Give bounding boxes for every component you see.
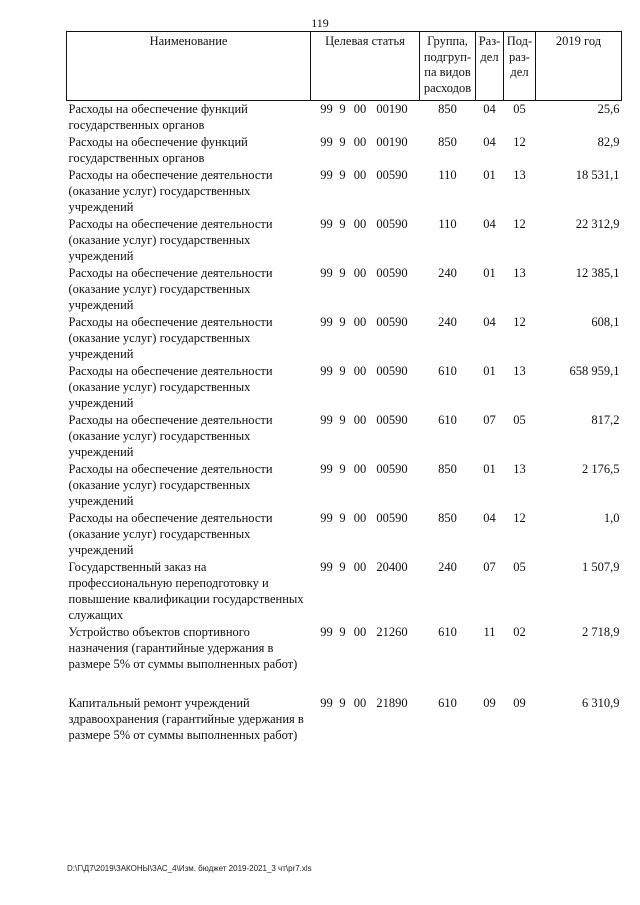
header-subsection-line: раз-: [509, 49, 530, 64]
header-section-line: дел: [480, 49, 499, 64]
target-part-1: 99: [320, 696, 333, 710]
row-target-code: [311, 510, 420, 559]
target-part-2: 9: [339, 315, 346, 329]
row-group: 240: [438, 560, 457, 574]
target-part-2: 9: [339, 102, 346, 116]
row-section: 09: [483, 696, 496, 710]
row-section: 01: [483, 168, 496, 182]
row-group: 610: [438, 696, 457, 710]
target-part-4: 00590: [376, 511, 408, 525]
target-part-4: 00590: [376, 315, 408, 329]
target-part-2: 9: [339, 560, 346, 574]
row-subsection: 02: [513, 625, 526, 639]
target-part-4: 21890: [376, 696, 408, 710]
row-group: 110: [438, 168, 457, 182]
header-subsection: [504, 32, 536, 101]
row-amount: 82,9: [597, 135, 620, 149]
row-group: 850: [438, 462, 457, 476]
table-row: [67, 134, 622, 167]
target-part-3: 00: [353, 625, 367, 639]
row-name: Расходы на обеспечение деятельности (оказание услуг) государственных учреждений: [68, 168, 273, 214]
row-group: 240: [438, 266, 457, 280]
target-part-2: 9: [339, 168, 346, 182]
table-row: [67, 510, 622, 559]
spacer-row: [67, 673, 622, 695]
target-part-3: 00: [353, 364, 367, 378]
target-part-3: 00: [353, 266, 367, 280]
row-subsection: 12: [513, 217, 526, 231]
row-group: 610: [438, 625, 457, 639]
target-part-3: 00: [353, 560, 367, 574]
target-part-2: 9: [339, 266, 346, 280]
row-group: 240: [438, 315, 457, 329]
row-group: 610: [438, 364, 457, 378]
target-part-3: 00: [353, 135, 367, 149]
target-part-3: 00: [353, 462, 367, 476]
row-section: 01: [483, 266, 496, 280]
row-name: Расходы на обеспечение функций государственных органов: [68, 135, 248, 165]
target-part-1: 99: [320, 217, 333, 231]
target-part-2: 9: [339, 696, 346, 710]
row-name: Расходы на обеспечение деятельности (оказание услуг) государственных учреждений: [68, 413, 273, 459]
row-amount: 6 310,9: [582, 696, 620, 710]
row-target-code: [311, 167, 420, 216]
target-part-1: 99: [320, 625, 333, 639]
target-part-2: 9: [339, 217, 346, 231]
row-amount: 22 312,9: [575, 217, 620, 231]
row-subsection: 12: [513, 315, 526, 329]
row-subsection: 05: [513, 560, 526, 574]
target-part-2: 9: [339, 413, 346, 427]
target-part-2: 9: [339, 462, 346, 476]
row-section: 04: [483, 315, 496, 329]
table-row: [67, 412, 622, 461]
row-name: Государственный заказ на профессиональную переподготовку и повышение квалификации государственных служащих: [68, 560, 304, 622]
row-section: 04: [483, 135, 496, 149]
target-part-4: 00590: [376, 217, 408, 231]
row-subsection: 12: [513, 135, 526, 149]
budget-table: [66, 31, 622, 744]
target-part-4: 00590: [376, 413, 408, 427]
page-number: 119: [311, 16, 329, 30]
row-amount: 25,6: [597, 102, 620, 116]
row-name: Расходы на обеспечение деятельности (оказание услуг) государственных учреждений: [68, 364, 273, 410]
target-part-3: 00: [353, 102, 367, 116]
target-part-3: 00: [353, 217, 367, 231]
row-subsection: 13: [513, 462, 526, 476]
row-group: 850: [438, 135, 457, 149]
row-subsection: 13: [513, 364, 526, 378]
table-row: [67, 624, 622, 673]
header-section: [476, 32, 504, 101]
target-part-1: 99: [320, 266, 333, 280]
header-target: Целевая статья: [311, 32, 420, 101]
row-amount: 12 385,1: [575, 266, 620, 280]
target-part-2: 9: [339, 511, 346, 525]
target-part-2: 9: [339, 135, 346, 149]
header-section-line: Раз-: [478, 34, 501, 48]
row-subsection: 12: [513, 511, 526, 525]
target-part-4: 20400: [376, 560, 408, 574]
row-section: 01: [483, 364, 496, 378]
row-section: 01: [483, 462, 496, 476]
target-part-3: 00: [353, 315, 367, 329]
target-part-1: 99: [320, 364, 333, 378]
header-name: Наименование: [67, 32, 311, 101]
row-section: 04: [483, 217, 496, 231]
table-row: [67, 314, 622, 363]
row-name: Устройство объектов спортивного назначения (гарантийные удержания в размере 5% от суммы выполненных работ): [68, 625, 298, 671]
row-group: 110: [438, 217, 457, 231]
target-part-3: 00: [353, 696, 367, 710]
table-row: [67, 695, 622, 744]
row-target-code: [311, 412, 420, 461]
header-subsection-line: Под-: [506, 34, 533, 48]
row-target-code: [311, 363, 420, 412]
target-part-1: 99: [320, 315, 333, 329]
file-path-footer: D:\Г\Д7\2019\ЗАКОНЫ\ЗАС_4\Изм. бюджет 2019-2021_3 чт\pr7.xls: [67, 864, 312, 873]
header-group-line: па видов: [424, 65, 471, 79]
row-amount: 658 959,1: [569, 364, 620, 378]
target-part-1: 99: [320, 413, 333, 427]
header-group-line: подгруп-: [423, 49, 472, 64]
target-part-4: 00590: [376, 168, 408, 182]
row-subsection: 05: [513, 413, 526, 427]
row-name: Расходы на обеспечение деятельности (оказание услуг) государственных учреждений: [68, 266, 273, 312]
row-amount: 18 531,1: [575, 168, 620, 182]
row-amount: 2 176,5: [582, 462, 620, 476]
target-part-3: 00: [353, 168, 367, 182]
row-target-code: [311, 216, 420, 265]
row-section: 04: [483, 511, 496, 525]
table-row: [67, 363, 622, 412]
target-part-4: 00590: [376, 462, 408, 476]
row-name: Расходы на обеспечение деятельности (оказание услуг) государственных учреждений: [68, 511, 273, 557]
row-section: 07: [483, 413, 496, 427]
target-part-3: 00: [353, 413, 367, 427]
header-group: [420, 32, 476, 101]
row-amount: 1 507,9: [582, 560, 620, 574]
target-part-1: 99: [320, 560, 333, 574]
row-amount: 1,0: [603, 511, 620, 525]
row-amount: 817,2: [591, 413, 620, 427]
row-subsection: 13: [513, 266, 526, 280]
row-subsection: 05: [513, 102, 526, 116]
row-target-code: [311, 695, 420, 744]
target-part-2: 9: [339, 364, 346, 378]
row-subsection: 13: [513, 168, 526, 182]
target-part-1: 99: [320, 462, 333, 476]
row-name: Расходы на обеспечение деятельности (оказание услуг) государственных учреждений: [68, 462, 273, 508]
table-row: [67, 167, 622, 216]
target-part-2: 9: [339, 625, 346, 639]
target-part-4: 00590: [376, 266, 408, 280]
row-name: Расходы на обеспечение деятельности (оказание услуг) государственных учреждений: [68, 315, 273, 361]
row-target-code: [311, 101, 420, 135]
row-group: 850: [438, 511, 457, 525]
row-name: Расходы на обеспечение деятельности (оказание услуг) государственных учреждений: [68, 217, 273, 263]
table-header-row: [67, 32, 622, 101]
row-group: 610: [438, 413, 457, 427]
row-target-code: [311, 624, 420, 673]
table-row: [67, 216, 622, 265]
target-part-1: 99: [320, 135, 333, 149]
table-row: [67, 265, 622, 314]
row-target-code: [311, 265, 420, 314]
table-row: [67, 559, 622, 624]
table-row: [67, 101, 622, 135]
row-amount: 2 718,9: [582, 625, 620, 639]
header-group-line: Группа,: [427, 34, 468, 48]
row-section: 07: [483, 560, 496, 574]
row-name: Капитальный ремонт учреждений здравоохранения (гарантийные удержания в размере 5% от суммы выполненных работ): [68, 696, 304, 742]
row-section: 11: [483, 625, 496, 639]
target-part-1: 99: [320, 511, 333, 525]
header-subsection-line: дел: [510, 65, 529, 79]
row-subsection: 09: [513, 696, 526, 710]
row-target-code: [311, 559, 420, 624]
row-group: 850: [438, 102, 457, 116]
header-year: 2019 год: [536, 32, 622, 101]
target-part-1: 99: [320, 168, 333, 182]
target-part-4: 00190: [376, 102, 408, 116]
target-part-1: 99: [320, 102, 333, 116]
header-group-line: расходов: [423, 80, 472, 95]
row-target-code: [311, 461, 420, 510]
row-section: 04: [483, 102, 496, 116]
row-target-code: [311, 314, 420, 363]
target-part-3: 00: [353, 511, 367, 525]
table-row: [67, 461, 622, 510]
row-amount: 608,1: [591, 315, 620, 329]
target-part-4: 21260: [376, 625, 408, 639]
target-part-4: 00190: [376, 135, 408, 149]
row-target-code: [311, 134, 420, 167]
row-name: Расходы на обеспечение функций государственных органов: [68, 102, 248, 132]
target-part-4: 00590: [376, 364, 408, 378]
